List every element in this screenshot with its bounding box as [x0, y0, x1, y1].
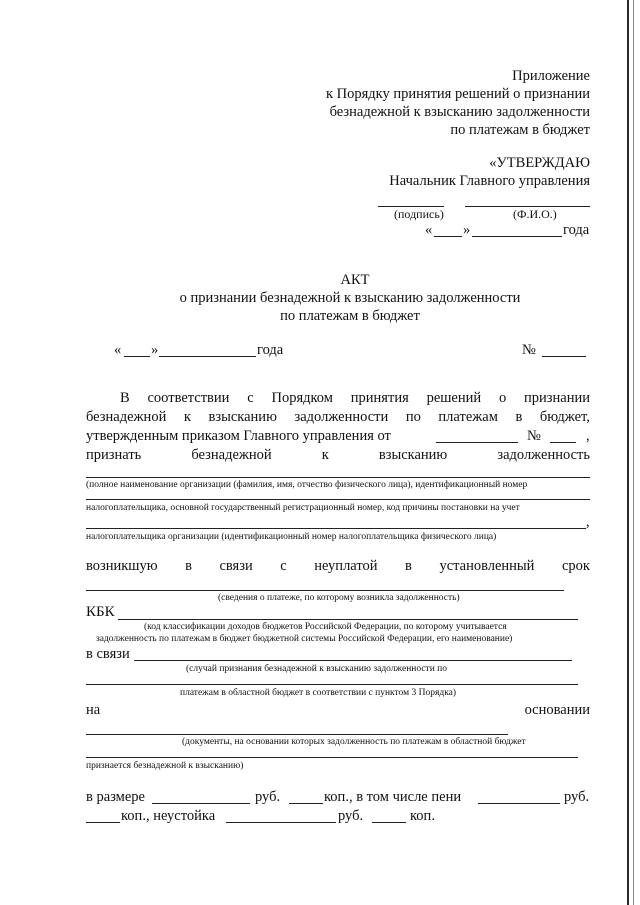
- word: в: [405, 558, 412, 574]
- comma: ,: [586, 428, 590, 444]
- word: задолженности: [294, 409, 389, 425]
- word: к: [183, 409, 191, 425]
- appendix-label: Приложение: [512, 68, 590, 84]
- appendix-line: безнадежной к взысканию задолженности: [329, 104, 590, 120]
- approve-date-mid: »: [463, 222, 471, 238]
- act-subtitle: по платежам в бюджет: [280, 308, 420, 324]
- paragraph-line-1: [86, 390, 590, 407]
- fill-line: [86, 590, 564, 591]
- hint-case-1: (случай признания безнадежной к взысканию задолженности по: [186, 664, 448, 674]
- kop-label: коп.: [410, 808, 435, 824]
- rub-label: руб.: [564, 789, 590, 805]
- approve-title: «УТВЕРЖДАЮ: [489, 155, 590, 171]
- word: соответствии: [147, 390, 230, 406]
- word: в: [515, 409, 523, 425]
- kop-forfeit-label: коп., неустойка: [121, 808, 216, 824]
- kbk-label: КБК: [86, 604, 115, 620]
- kbk-line: [118, 619, 578, 620]
- hint-case-2: платежам в областной бюджет в соответствии с пунктом 3 Порядка): [180, 688, 457, 698]
- word: по: [405, 409, 421, 425]
- hint-org-3: налогоплательщика организации (идентификационный номер налогоплательщика физического лица): [86, 532, 497, 542]
- act-number-line: [542, 356, 586, 357]
- word: связи: [219, 558, 253, 574]
- rub-label: руб.: [255, 789, 281, 805]
- word: неуплатой: [314, 558, 378, 574]
- act-title: АКТ: [340, 272, 370, 288]
- paragraph-line-3: утвержденным приказом Главного управления от: [86, 428, 391, 444]
- approve-month-line: [472, 236, 562, 237]
- word: установленный: [439, 558, 535, 574]
- approve-date-open: «: [425, 222, 433, 238]
- forfeit-rub-line: [226, 822, 336, 823]
- amount-label: в размере: [86, 789, 145, 805]
- hint-org-2: налогоплательщика, основной государственный регистрационный номер, код причины постановки на учет: [86, 503, 520, 513]
- act-month-line: [159, 356, 256, 357]
- fill-line: [86, 757, 578, 758]
- basis-label: основании: [524, 702, 590, 718]
- fill-line: [86, 734, 508, 735]
- hint-org-1: (полное наименование организации (фамилия, имя, отчество физического лица), идентификационный номер: [86, 480, 528, 490]
- word: к: [321, 447, 329, 463]
- word: взысканию: [378, 447, 448, 463]
- word: Порядком: [271, 390, 333, 406]
- fill-line: [86, 477, 590, 478]
- on-label: на: [86, 702, 101, 718]
- order-date-line: [436, 442, 518, 443]
- penalty-kop-line: [86, 822, 120, 823]
- fill-line: [86, 684, 578, 685]
- hint-docs-1: (документы, на основании которых задолженность по платежам в областной бюджет: [182, 737, 526, 747]
- approve-position: Начальник Главного управления: [389, 173, 590, 189]
- word: безнадежной: [191, 447, 272, 463]
- word: с: [280, 558, 287, 574]
- word: задолженность: [497, 447, 590, 463]
- approve-day-line: [434, 236, 462, 237]
- word: срок: [561, 558, 590, 574]
- hint-kbk-1: (код классификации доходов бюджетов Российской Федерации, по которому учитывается: [144, 622, 507, 632]
- paragraph-line-5: [86, 558, 590, 575]
- word: безнадежной: [86, 409, 167, 425]
- fill-line: [86, 499, 590, 500]
- word: с: [247, 390, 254, 406]
- appendix-line: к Порядку принятия решений о признании: [325, 86, 590, 102]
- word: платежам: [438, 409, 498, 425]
- in-connection-label: в связи: [86, 646, 130, 662]
- rub-label: руб.: [338, 808, 364, 824]
- scan-edge-shadow: [633, 0, 634, 905]
- word: принятия: [350, 390, 409, 406]
- name-label: (Ф.И.О.): [513, 207, 557, 221]
- act-day-line: [124, 356, 150, 357]
- approve-date-year: года: [563, 222, 590, 238]
- hint-kbk-2: задолженность по платежам в бюджет бюджетной системы Российской Федерации, его наименование): [96, 634, 513, 644]
- paragraph-line-4: [86, 447, 590, 464]
- word: взысканию: [208, 409, 277, 425]
- penalty-rub-line: [478, 803, 560, 804]
- fill-line: [134, 660, 572, 661]
- word: признать: [86, 447, 142, 463]
- signature-label: (подпись): [394, 207, 444, 221]
- amount-rub-line: [152, 803, 250, 804]
- act-date-year: года: [257, 342, 284, 358]
- forfeit-kop-line: [372, 822, 406, 823]
- fill-line: [86, 528, 586, 529]
- word: В: [120, 390, 130, 406]
- act-date-open: «: [114, 342, 122, 358]
- order-number-sign: №: [527, 428, 541, 444]
- word: в: [185, 558, 192, 574]
- word: бюджет,: [539, 409, 590, 425]
- hint-docs-2: признается безнадежной к взысканию): [86, 761, 244, 771]
- appendix-line: по платежам в бюджет: [450, 122, 590, 138]
- comma: ,: [586, 514, 590, 530]
- order-number-line: [550, 442, 576, 443]
- word: о: [498, 390, 507, 406]
- hint-payment: (сведения о платеже, по которому возникла задолженность): [218, 593, 460, 603]
- kop-penalty-label: коп., в том числе пени: [324, 789, 462, 805]
- word: возникшую: [86, 558, 158, 574]
- act-number-sign: №: [522, 342, 536, 358]
- scan-edge: [627, 0, 629, 905]
- act-date-mid: »: [151, 342, 159, 358]
- word: признании: [524, 390, 590, 406]
- act-subtitle: о признании безнадежной к взысканию задолженности: [179, 290, 521, 306]
- paragraph-line-2: [86, 409, 590, 426]
- amount-kop-line: [289, 803, 323, 804]
- word: решений: [426, 390, 482, 406]
